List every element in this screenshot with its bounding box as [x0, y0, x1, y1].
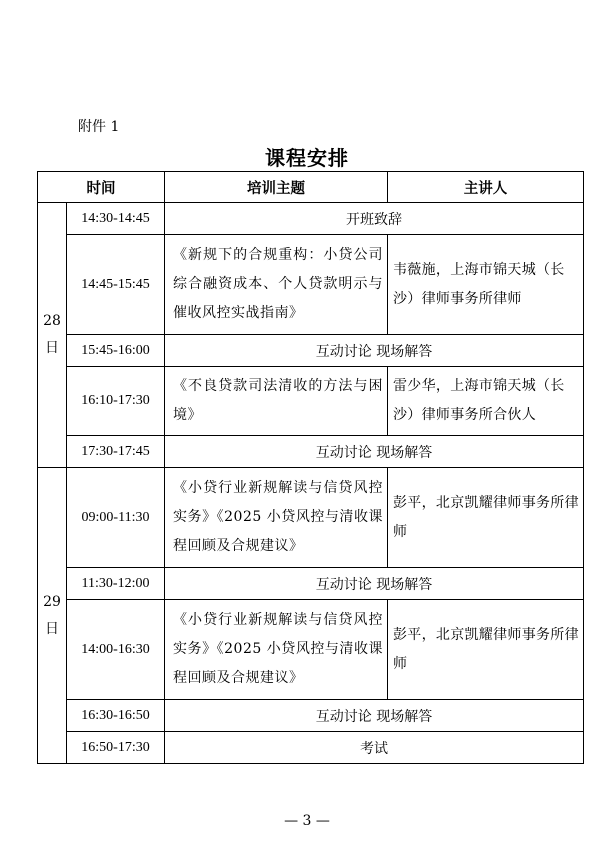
speaker-cell: 韦薇施，上海市锦天城（长沙）律师事务所律师 [388, 235, 584, 335]
time-cell: 16:50-17:30 [67, 732, 165, 764]
table-row [38, 568, 584, 600]
table-row [38, 235, 584, 335]
table-row [38, 436, 584, 468]
speaker-cell: 雷少华，上海市锦天城（长沙）律师事务所合伙人 [388, 367, 584, 436]
table-header-row [38, 172, 584, 203]
table-row [38, 732, 584, 764]
topic-cell: 《小贷行业新规解读与信贷风控实务》《2025 小贷风控与清收课程回顾及合规建议》 [165, 468, 388, 568]
time-cell: 16:10-17:30 [67, 367, 165, 436]
day-cell-28 [38, 203, 67, 468]
page-title: 课程安排 [265, 146, 349, 170]
header-time: 时间 [38, 172, 165, 203]
day-suffix: 日 [45, 340, 59, 356]
time-cell: 14:00-16:30 [67, 600, 165, 700]
header-topic: 培训主题 [165, 172, 388, 203]
day-number: 29 [43, 593, 61, 610]
schedule-table [37, 171, 584, 764]
time-cell: 16:30-16:50 [67, 700, 165, 732]
table-row [38, 203, 584, 235]
table-row [38, 700, 584, 732]
topic-cell: 《小贷行业新规解读与信贷风控实务》《2025 小贷风控与清收课程回顾及合规建议》 [165, 600, 388, 700]
merged-activity-cell: 互动讨论 现场解答 [165, 700, 584, 732]
day-number: 28 [43, 313, 61, 330]
merged-activity-cell: 互动讨论 现场解答 [165, 335, 584, 367]
merged-activity-cell: 互动讨论 现场解答 [165, 436, 584, 468]
merged-activity-cell: 互动讨论 现场解答 [165, 568, 584, 600]
time-cell: 09:00-11:30 [67, 468, 165, 568]
table-row [38, 600, 584, 700]
topic-cell: 《新规下的合规重构：小贷公司综合融资成本、个人贷款明示与催收风控实战指南》 [165, 235, 388, 335]
header-speaker: 主讲人 [388, 172, 584, 203]
time-cell: 14:30-14:45 [67, 203, 165, 235]
speaker-cell: 彭平，北京凯耀律师事务所律师 [388, 600, 584, 700]
time-cell: 14:45-15:45 [67, 235, 165, 335]
table-row [38, 335, 584, 367]
day-suffix: 日 [45, 620, 59, 637]
merged-activity-cell: 考试 [165, 732, 584, 764]
page-number: — 3 — [284, 813, 330, 829]
day-cell-29 [38, 468, 67, 764]
time-cell: 15:45-16:00 [67, 335, 165, 367]
topic-cell: 《不良贷款司法清收的方法与困境》 [165, 367, 388, 436]
speaker-cell: 彭平，北京凯耀律师事务所律师 [388, 468, 584, 568]
table-row [38, 468, 584, 568]
time-cell: 17:30-17:45 [67, 436, 165, 468]
merged-activity-cell: 开班致辞 [165, 203, 584, 235]
table-row [38, 367, 584, 436]
time-cell: 11:30-12:00 [67, 568, 165, 600]
attachment-label: 附件 1 [78, 119, 120, 135]
